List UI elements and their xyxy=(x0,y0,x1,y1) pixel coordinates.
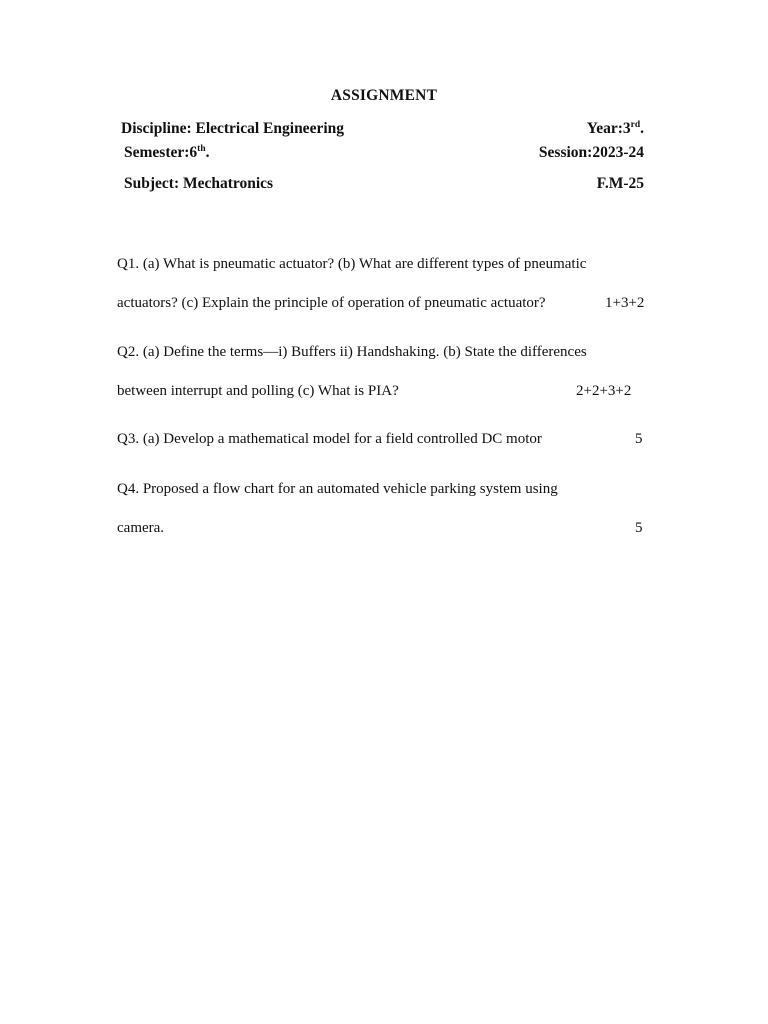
question-2-marks: 2+2+3+2 xyxy=(576,383,632,399)
question-3-line-1: Q3. (a) Develop a mathematical model for a field controlled DC motor xyxy=(117,431,542,447)
question-4-marks: 5 xyxy=(635,520,643,536)
full-marks-label: F.M-25 xyxy=(596,175,644,192)
question-2-line-1: Q2. (a) Define the terms—i) Buffers ii) Handshaking. (b) State the differences xyxy=(117,344,587,360)
year-superscript: rd xyxy=(630,119,641,130)
semester-superscript: th xyxy=(197,143,206,154)
question-1-line-1: Q1. (a) What is pneumatic actuator? (b) What are different types of pneumatic xyxy=(117,256,587,272)
question-3-marks: 5 xyxy=(635,431,643,447)
year-text: Year:3 xyxy=(586,120,631,137)
year-label xyxy=(587,120,644,138)
question-4-line-2: camera. xyxy=(117,520,165,536)
discipline-label: Discipline: Electrical Engineering xyxy=(121,120,345,137)
question-4-line-1: Q4. Proposed a flow chart for an automated vehicle parking system using xyxy=(117,481,558,497)
subject-label: Subject: Mechatronics xyxy=(124,175,274,192)
document-title: ASSIGNMENT xyxy=(330,87,438,104)
year-period: . xyxy=(640,120,644,137)
session-label: Session:2023-24 xyxy=(538,144,644,161)
question-2-line-2: between interrupt and polling (c) What is PIA? xyxy=(117,383,399,399)
question-1-line-2: actuators? (c) Explain the principle of operation of pneumatic actuator? xyxy=(117,295,546,311)
semester-period: . xyxy=(205,144,210,161)
semester-label xyxy=(124,144,209,162)
question-1-marks: 1+3+2 xyxy=(605,295,645,311)
semester-text: Semester:6 xyxy=(124,144,198,161)
